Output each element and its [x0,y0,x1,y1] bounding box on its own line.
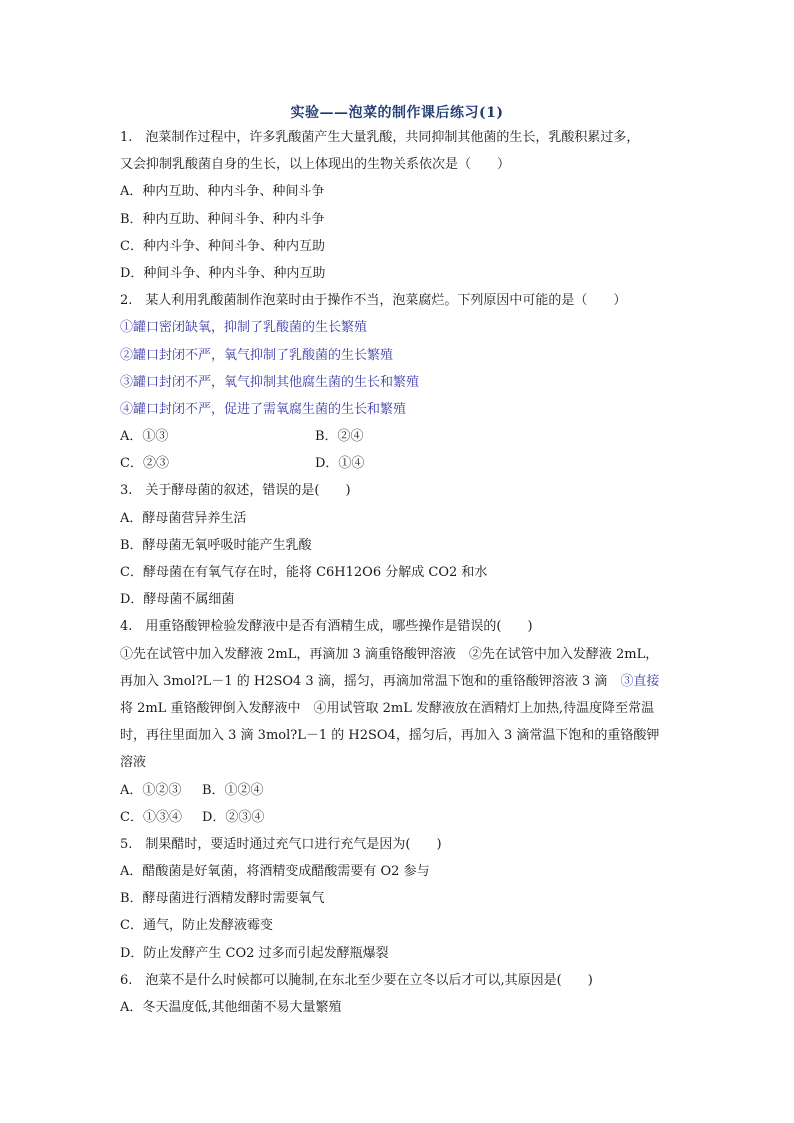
q3-option-b: B．酵母菌无氧呼吸时能产生乳酸 [120,537,312,553]
q3-option-a: A．酵母菌营异养生活 [120,510,247,526]
q4-body-line5: 溶液 [120,755,147,771]
q4-option-d: D．②③④ [202,809,265,825]
q2-stem: 2. 某人利用乳酸菌制作泡菜时由于操作不当，泡菜腐烂。下列原因中可能的是（ ） [120,293,627,309]
q4-body-line3: 将 2mL 重铬酸钾倒入发酵液中 ④用试管取 2mL 发酵液放在酒精灯上加热,待温度降至常温 [120,700,655,716]
q2-statement-4: ④罐口封闭不严，促进了需氧腐生菌的生长和繁殖 [120,401,407,417]
q4-body-line1: ①先在试管中加入发酵液 2mL，再滴加 3 滴重铬酸钾溶液 ②先在试管中加入发酵液 2mL， [120,646,659,662]
q4-options-row-2 [120,804,680,831]
q5-stem: 5. 制果醋时，要适时通过充气口进行充气是因为( ) [120,836,442,852]
q5-option-d: D．防止发酵产生 CO2 过多而引起发酵瓶爆裂 [120,945,389,961]
q4-option-b: B．①②④ [202,782,264,798]
q4-option-a: A．①②③ [120,782,182,798]
q6-stem: 6. 泡菜不是什么时候都可以腌制,在东北至少要在立冬以后才可以,其原因是( ) [120,972,593,988]
question-list [120,124,680,1021]
q2-statement-1: ①罐口密闭缺氧，抑制了乳酸菌的生长繁殖 [120,320,368,336]
q4-options-row-1 [120,777,680,804]
q3-stem: 3. 关于酵母菌的叙述，错误的是( ) [120,483,351,499]
q1-option-c: C．种内斗争、种间斗争、种内互助 [120,238,325,254]
q4-stem: 4. 用重铬酸钾检验发酵液中是否有酒精生成，哪些操作是错误的( ) [120,619,533,635]
q1-option-a: A．种内互助、种内斗争、种间斗争 [120,184,325,200]
q1-option-b: B．种内互助、种间斗争、种内斗争 [120,211,325,227]
q5-option-a: A．醋酸菌是好氧菌，将酒精变成醋酸需要有 O2 参与 [120,864,430,880]
q6-option-a: A．冬天温度低,其他细菌不易大量繁殖 [120,1000,342,1015]
q1-stem-line2: 又会抑制乳酸菌自身的生长，以上体现出的生物关系依次是（ ） [120,157,511,173]
q2-statement-2: ②罐口封闭不严，氧气抑制了乳酸菌的生长繁殖 [120,347,394,363]
q4-body-line4: 时，再往里面加入 3 滴 3mol?L－1 的 H2SO4，摇匀后，再加入 3 滴常温下饱和的重铬酸钾 [120,728,660,744]
q2-option-b: B．②④ [315,429,364,445]
q5-option-b: B．酵母菌进行酒精发酵时需要氧气 [120,891,325,907]
q2-statement-3: ③罐口封闭不严，氧气抑制其他腐生菌的生长和繁殖 [120,374,420,390]
q1-option-d: D．种间斗争、种内斗争、种内互助 [120,265,326,281]
q4-body-line2-text: 再加入 3mol?L－1 的 H2SO4 3 滴，摇匀，再滴加常温下饱和的重铬酸钾溶液 3 滴 [120,673,621,689]
q2-option-a: A．①③ [120,429,169,445]
q2-option-d: D．①④ [315,456,365,472]
q2-options-row-1 [120,423,680,450]
q4-option-c: C．①③④ [120,809,182,825]
q3-option-d: D．酵母菌不属细菌 [120,592,235,608]
q3-option-c: C．酵母菌在有氧气存在时，能将 C6H12O6 分解成 CO2 和水 [120,565,488,580]
q2-options-row-2 [120,450,680,477]
q4-body-line2 [120,668,680,695]
q1-stem-line1: 1. 泡菜制作过程中，许多乳酸菌产生大量乳酸，共同抑制其他菌的生长，乳酸积累过多， [120,130,640,145]
q5-option-c: C．通气，防止发酵液霉变 [120,918,273,934]
q4-body-line2-highlight: ③直接 [620,673,660,689]
page-title: 实验——泡菜的制作课后练习(1) [290,105,504,121]
q2-option-c: C．②③ [120,456,169,472]
